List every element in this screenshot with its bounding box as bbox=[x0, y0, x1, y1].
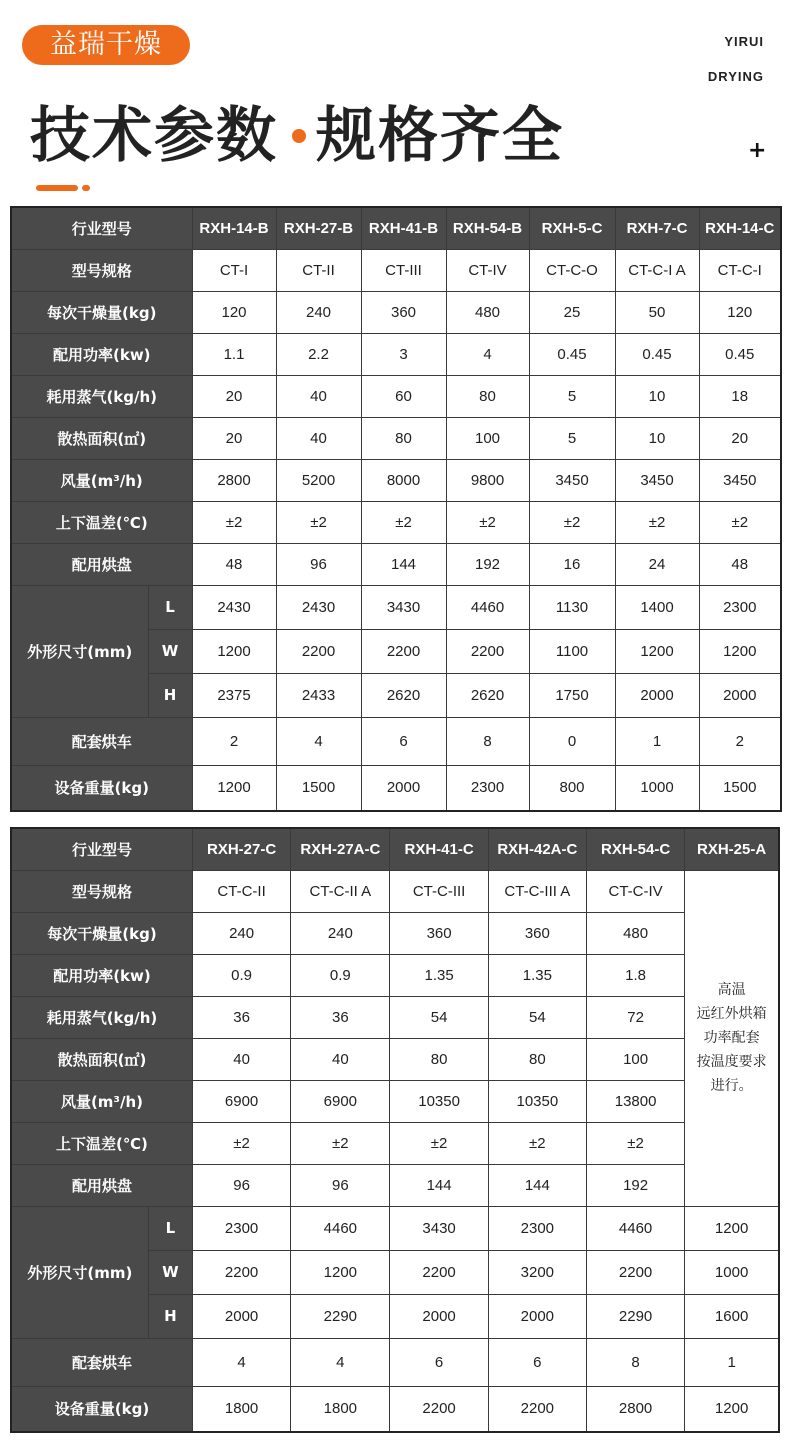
table-row-carts bbox=[11, 1338, 779, 1386]
dot-icon bbox=[292, 129, 306, 143]
table-cell: 25 bbox=[529, 291, 615, 333]
table-cell: 1 bbox=[615, 717, 699, 765]
table-cell: ±2 bbox=[615, 501, 699, 543]
table-cell: 2200 bbox=[276, 629, 361, 673]
table-cell: CT-C-III bbox=[390, 870, 488, 912]
table-cell: 2000 bbox=[615, 673, 699, 717]
table-cell: 144 bbox=[361, 543, 446, 585]
table-cell: 3430 bbox=[361, 585, 446, 629]
row-label: 配用功率(kw) bbox=[11, 954, 192, 996]
table-cell: 2200 bbox=[390, 1386, 488, 1432]
table-cell: 1800 bbox=[291, 1386, 390, 1432]
table-cell: 2200 bbox=[390, 1250, 488, 1294]
row-label: 风量(m³/h) bbox=[11, 459, 192, 501]
table-cell: 1.35 bbox=[390, 954, 488, 996]
row-label: 设备重量(kg) bbox=[11, 765, 192, 811]
table-cell: CT-C-IV bbox=[586, 870, 684, 912]
table-cell: 20 bbox=[192, 375, 276, 417]
table-cell: 1200 bbox=[699, 629, 781, 673]
table-cell: 1200 bbox=[192, 629, 276, 673]
table-cell: 10350 bbox=[488, 1080, 586, 1122]
table-cell: 0.9 bbox=[192, 954, 290, 996]
table-cell: 8000 bbox=[361, 459, 446, 501]
table-cell: 480 bbox=[446, 291, 529, 333]
table-cell: ±2 bbox=[446, 501, 529, 543]
note-line: 功率配套 bbox=[703, 1030, 760, 1046]
table-cell: 8 bbox=[586, 1338, 684, 1386]
row-label-dims: 外形尺寸(mm) bbox=[11, 1206, 148, 1338]
table-row-dim-l bbox=[11, 585, 781, 629]
table-row-trays bbox=[11, 1164, 779, 1206]
table-cell: ±2 bbox=[192, 501, 276, 543]
table-cell: 2000 bbox=[390, 1294, 488, 1338]
table-row-air bbox=[11, 459, 781, 501]
row-label: 上下温差(℃) bbox=[11, 501, 192, 543]
table-cell: ±2 bbox=[291, 1122, 390, 1164]
table-row-carts bbox=[11, 717, 781, 765]
table-row-trays bbox=[11, 543, 781, 585]
row-label: 配套烘车 bbox=[11, 717, 192, 765]
page-title bbox=[30, 88, 564, 174]
table-cell: 2375 bbox=[192, 673, 276, 717]
table-cell: 5 bbox=[529, 417, 615, 459]
row-label: 耗用蒸气(kg/h) bbox=[11, 375, 192, 417]
table-cell: 4460 bbox=[291, 1206, 390, 1250]
table-cell: 72 bbox=[586, 996, 684, 1038]
table-row-area bbox=[11, 417, 781, 459]
table-cell: 2430 bbox=[192, 585, 276, 629]
table-cell: 18 bbox=[699, 375, 781, 417]
table-cell: 2290 bbox=[291, 1294, 390, 1338]
title-underline-dot bbox=[82, 185, 90, 191]
table-cell: 6 bbox=[361, 717, 446, 765]
table-cell: 2.2 bbox=[276, 333, 361, 375]
table-cell: 2300 bbox=[488, 1206, 586, 1250]
table-cell: ±2 bbox=[529, 501, 615, 543]
table-cell: 6 bbox=[488, 1338, 586, 1386]
table-cell: 40 bbox=[276, 417, 361, 459]
table-cell: 60 bbox=[361, 375, 446, 417]
table-cell: ±2 bbox=[276, 501, 361, 543]
column-header: RXH-27A-C bbox=[291, 828, 390, 870]
row-label: 散热面积(㎡) bbox=[11, 1038, 192, 1080]
table-cell: 2800 bbox=[586, 1386, 684, 1432]
table-cell: 16 bbox=[529, 543, 615, 585]
table-cell: 4 bbox=[446, 333, 529, 375]
table-cell: CT-C-II A bbox=[291, 870, 390, 912]
table-cell: 2300 bbox=[446, 765, 529, 811]
table-cell: 2300 bbox=[192, 1206, 290, 1250]
table-cell: 1 bbox=[685, 1338, 779, 1386]
table-cell: 800 bbox=[529, 765, 615, 811]
table-cell: 1500 bbox=[276, 765, 361, 811]
table-cell: 0.45 bbox=[699, 333, 781, 375]
table-cell: CT-IV bbox=[446, 249, 529, 291]
table-row-air bbox=[11, 1080, 779, 1122]
table-row-temp bbox=[11, 501, 781, 543]
table-row-weight bbox=[11, 765, 781, 811]
table-cell: 2300 bbox=[699, 585, 781, 629]
table-cell: CT-C-I bbox=[699, 249, 781, 291]
table-cell: 2000 bbox=[361, 765, 446, 811]
table-cell: 144 bbox=[488, 1164, 586, 1206]
table-cell: 1.35 bbox=[488, 954, 586, 996]
table-cell: 6900 bbox=[192, 1080, 290, 1122]
dim-label-h: H bbox=[148, 1294, 192, 1338]
table-cell: 10 bbox=[615, 375, 699, 417]
table-cell: 5200 bbox=[276, 459, 361, 501]
column-header: RXH-14-B bbox=[192, 207, 276, 249]
table-cell: 1500 bbox=[699, 765, 781, 811]
table-cell: 2620 bbox=[361, 673, 446, 717]
row-label: 型号规格 bbox=[11, 870, 192, 912]
table-row-model bbox=[11, 207, 781, 249]
dim-label-l: L bbox=[148, 585, 192, 629]
table-cell: ±2 bbox=[699, 501, 781, 543]
table-cell: 80 bbox=[488, 1038, 586, 1080]
table-cell: 6 bbox=[390, 1338, 488, 1386]
table-cell: 96 bbox=[291, 1164, 390, 1206]
table-cell: 1.1 bbox=[192, 333, 276, 375]
title-right: 规格齐全 bbox=[316, 101, 564, 171]
table-cell: 240 bbox=[291, 912, 390, 954]
table-cell: 4460 bbox=[586, 1206, 684, 1250]
table-row-steam bbox=[11, 996, 779, 1038]
table-cell: 2200 bbox=[192, 1250, 290, 1294]
table-cell: 1200 bbox=[685, 1386, 779, 1432]
brand-badge: 益瑞干燥 bbox=[22, 25, 190, 65]
table-cell: 2000 bbox=[488, 1294, 586, 1338]
table-cell: 100 bbox=[446, 417, 529, 459]
table-cell: 4 bbox=[276, 717, 361, 765]
table-cell: 1800 bbox=[192, 1386, 290, 1432]
column-header: RXH-7-C bbox=[615, 207, 699, 249]
table-cell: 2800 bbox=[192, 459, 276, 501]
note-line: 进行。 bbox=[710, 1078, 753, 1094]
column-header: RXH-14-C bbox=[699, 207, 781, 249]
note-line: 按温度要求 bbox=[696, 1054, 767, 1070]
table-cell: 1400 bbox=[615, 585, 699, 629]
table-cell: 2000 bbox=[699, 673, 781, 717]
table-row-power bbox=[11, 954, 779, 996]
table-cell: 1000 bbox=[685, 1250, 779, 1294]
table-cell: 240 bbox=[192, 912, 290, 954]
table-cell: 1200 bbox=[615, 629, 699, 673]
table-cell: 13800 bbox=[586, 1080, 684, 1122]
table-cell: CT-C-I A bbox=[615, 249, 699, 291]
table-cell: 1750 bbox=[529, 673, 615, 717]
table-cell: 0.45 bbox=[529, 333, 615, 375]
column-header: RXH-41-C bbox=[390, 828, 488, 870]
table-cell: 2 bbox=[699, 717, 781, 765]
column-header: RXH-42A-C bbox=[488, 828, 586, 870]
table-cell: 48 bbox=[192, 543, 276, 585]
table-cell: CT-C-II bbox=[192, 870, 290, 912]
table-cell: 4 bbox=[192, 1338, 290, 1386]
table-cell: ±2 bbox=[488, 1122, 586, 1164]
table-cell: 240 bbox=[276, 291, 361, 333]
row-label: 配套烘车 bbox=[11, 1338, 192, 1386]
table-cell: 40 bbox=[291, 1038, 390, 1080]
table-cell: 96 bbox=[276, 543, 361, 585]
table-cell: 3450 bbox=[615, 459, 699, 501]
table-cell: 1100 bbox=[529, 629, 615, 673]
table-cell: 6900 bbox=[291, 1080, 390, 1122]
row-label: 行业型号 bbox=[11, 207, 192, 249]
table-cell: 54 bbox=[488, 996, 586, 1038]
spec-table-1 bbox=[10, 206, 782, 812]
table-cell: ±2 bbox=[586, 1122, 684, 1164]
table-cell: 360 bbox=[361, 291, 446, 333]
row-label: 配用功率(kw) bbox=[11, 333, 192, 375]
row-label: 每次干燥量(kg) bbox=[11, 291, 192, 333]
table-cell: CT-II bbox=[276, 249, 361, 291]
table-cell: 192 bbox=[446, 543, 529, 585]
table-cell: 2620 bbox=[446, 673, 529, 717]
table-row-temp bbox=[11, 1122, 779, 1164]
table-cell: 40 bbox=[276, 375, 361, 417]
row-label: 设备重量(kg) bbox=[11, 1386, 192, 1432]
table-row-model bbox=[11, 828, 779, 870]
dim-label-w: W bbox=[148, 629, 192, 673]
row-label: 耗用蒸气(kg/h) bbox=[11, 996, 192, 1038]
table-cell: 10350 bbox=[390, 1080, 488, 1122]
note-cell bbox=[685, 870, 779, 1206]
table-cell: 2200 bbox=[586, 1250, 684, 1294]
table-cell: 40 bbox=[192, 1038, 290, 1080]
table-cell: 0 bbox=[529, 717, 615, 765]
table-cell: ±2 bbox=[361, 501, 446, 543]
table-cell: 2 bbox=[192, 717, 276, 765]
column-header: RXH-27-C bbox=[192, 828, 290, 870]
table-cell: 3 bbox=[361, 333, 446, 375]
dim-label-h: H bbox=[148, 673, 192, 717]
table-row-power bbox=[11, 333, 781, 375]
table-cell: CT-C-III A bbox=[488, 870, 586, 912]
row-label: 风量(m³/h) bbox=[11, 1080, 192, 1122]
table-row-weight bbox=[11, 1386, 779, 1432]
row-label: 型号规格 bbox=[11, 249, 192, 291]
table-cell: 120 bbox=[192, 291, 276, 333]
table-cell: 144 bbox=[390, 1164, 488, 1206]
column-header: RXH-5-C bbox=[529, 207, 615, 249]
table-cell: 80 bbox=[390, 1038, 488, 1080]
column-header: RXH-54-B bbox=[446, 207, 529, 249]
table-cell: 360 bbox=[390, 912, 488, 954]
table-cell: ±2 bbox=[192, 1122, 290, 1164]
note-line: 远红外烘箱 bbox=[696, 1006, 767, 1022]
table-cell: 96 bbox=[192, 1164, 290, 1206]
table-cell: 360 bbox=[488, 912, 586, 954]
table-cell: 120 bbox=[699, 291, 781, 333]
table-cell: 36 bbox=[291, 996, 390, 1038]
table-cell: 80 bbox=[446, 375, 529, 417]
table-cell: 192 bbox=[586, 1164, 684, 1206]
table-cell: 2200 bbox=[361, 629, 446, 673]
table-cell: 2200 bbox=[488, 1386, 586, 1432]
column-header: RXH-25-A bbox=[685, 828, 779, 870]
table-cell: 480 bbox=[586, 912, 684, 954]
table-cell: 4 bbox=[291, 1338, 390, 1386]
table-cell: 36 bbox=[192, 996, 290, 1038]
table-cell: 20 bbox=[192, 417, 276, 459]
table-cell: 5 bbox=[529, 375, 615, 417]
table-cell: CT-I bbox=[192, 249, 276, 291]
table-cell: ±2 bbox=[390, 1122, 488, 1164]
column-header: RXH-27-B bbox=[276, 207, 361, 249]
table-cell: 4460 bbox=[446, 585, 529, 629]
table-row-spec bbox=[11, 870, 779, 912]
table-cell: 1600 bbox=[685, 1294, 779, 1338]
table-cell: 20 bbox=[699, 417, 781, 459]
table-cell: 54 bbox=[390, 996, 488, 1038]
table-row-capacity bbox=[11, 291, 781, 333]
brand-english-line2: DRYING bbox=[707, 69, 764, 84]
table-cell: 10 bbox=[615, 417, 699, 459]
table-cell: 3200 bbox=[488, 1250, 586, 1294]
table-cell: 0.45 bbox=[615, 333, 699, 375]
table-cell: 50 bbox=[615, 291, 699, 333]
table-cell: 3450 bbox=[699, 459, 781, 501]
note-line: 高温 bbox=[717, 982, 746, 998]
row-label: 配用烘盘 bbox=[11, 543, 192, 585]
table-cell: 1.8 bbox=[586, 954, 684, 996]
spec-table-2 bbox=[10, 827, 780, 1433]
table-cell: 1130 bbox=[529, 585, 615, 629]
title-left: 技术参数 bbox=[30, 101, 278, 171]
table-cell: 2000 bbox=[192, 1294, 290, 1338]
plus-icon: + bbox=[748, 138, 767, 163]
title-underline bbox=[36, 185, 78, 191]
row-label: 上下温差(℃) bbox=[11, 1122, 192, 1164]
row-label-dims: 外形尺寸(mm) bbox=[11, 585, 148, 717]
row-label: 散热面积(㎡) bbox=[11, 417, 192, 459]
table-cell: 3430 bbox=[390, 1206, 488, 1250]
table-row-spec bbox=[11, 249, 781, 291]
table-cell: 100 bbox=[586, 1038, 684, 1080]
table-row-area bbox=[11, 1038, 779, 1080]
table-cell: 80 bbox=[361, 417, 446, 459]
column-header: RXH-41-B bbox=[361, 207, 446, 249]
table-cell: 2433 bbox=[276, 673, 361, 717]
brand-english-line1: YIRUI bbox=[724, 34, 764, 49]
table-cell: 0.9 bbox=[291, 954, 390, 996]
table-cell: CT-III bbox=[361, 249, 446, 291]
row-label: 每次干燥量(kg) bbox=[11, 912, 192, 954]
table-cell: 24 bbox=[615, 543, 699, 585]
table-row-steam bbox=[11, 375, 781, 417]
table-cell: 3450 bbox=[529, 459, 615, 501]
table-cell: 1000 bbox=[615, 765, 699, 811]
row-label: 行业型号 bbox=[11, 828, 192, 870]
row-label: 配用烘盘 bbox=[11, 1164, 192, 1206]
table-cell: 8 bbox=[446, 717, 529, 765]
table-cell: CT-C-O bbox=[529, 249, 615, 291]
table-cell: 1200 bbox=[685, 1206, 779, 1250]
table-cell: 9800 bbox=[446, 459, 529, 501]
column-header: RXH-54-C bbox=[586, 828, 684, 870]
table-cell: 1200 bbox=[192, 765, 276, 811]
table-cell: 1200 bbox=[291, 1250, 390, 1294]
table-cell: 2200 bbox=[446, 629, 529, 673]
dim-label-w: W bbox=[148, 1250, 192, 1294]
table-cell: 2430 bbox=[276, 585, 361, 629]
table-cell: 2290 bbox=[586, 1294, 684, 1338]
dim-label-l: L bbox=[148, 1206, 192, 1250]
table-cell: 48 bbox=[699, 543, 781, 585]
table-row-capacity bbox=[11, 912, 779, 954]
table-row-dim-l bbox=[11, 1206, 779, 1250]
